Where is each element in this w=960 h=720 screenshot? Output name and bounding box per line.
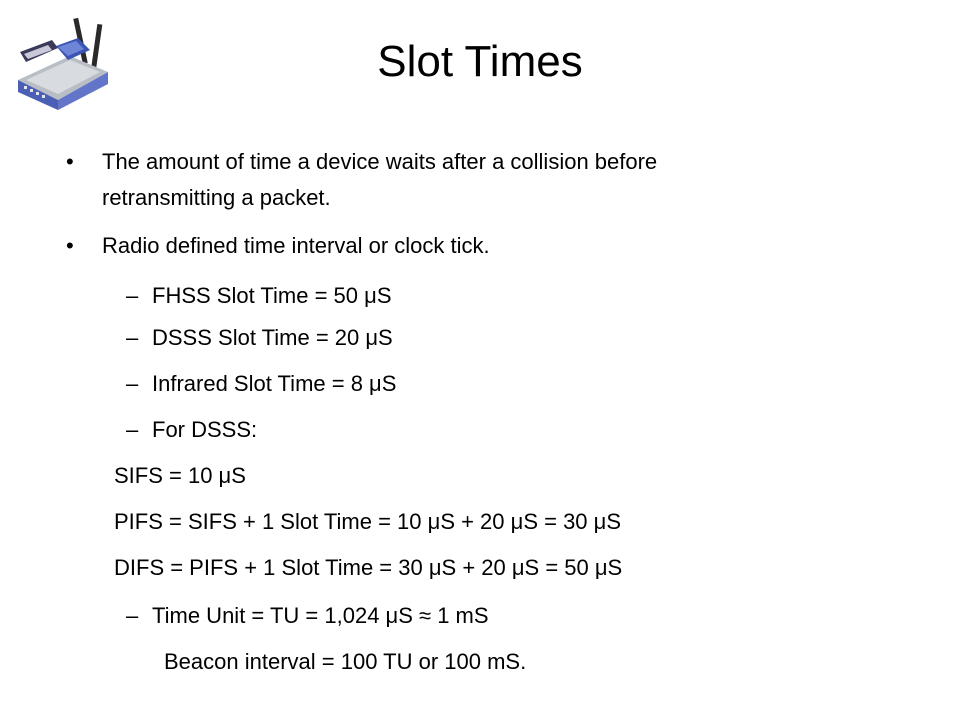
sub-item: Infrared Slot Time = 8 μS — [152, 371, 397, 396]
dsss-line: PIFS = SIFS + 1 Slot Time = 10 μS + 20 μS = 30 μS — [114, 509, 621, 534]
dash-marker: – — [126, 371, 139, 396]
beacon-line: Beacon interval = 100 TU or 100 mS. — [164, 649, 527, 674]
bullet-text: Radio defined time interval or clock tick. — [102, 233, 490, 258]
sub-item: FHSS Slot Time = 50 μS — [152, 283, 392, 308]
sub-item: DSSS Slot Time = 20 μS — [152, 325, 393, 350]
slide-title: Slot Times — [377, 37, 583, 86]
dsss-line: SIFS = 10 μS — [114, 463, 246, 488]
bullet-marker: • — [66, 233, 74, 258]
dash-marker: – — [126, 325, 139, 350]
sub-item: Time Unit = TU = 1,024 μS ≈ 1 mS — [152, 603, 489, 628]
bullet-marker: • — [66, 149, 74, 174]
sub-item: For DSSS: — [152, 417, 258, 442]
bullet-text-continued: retransmitting a packet. — [102, 185, 331, 210]
dash-marker: – — [126, 417, 139, 442]
dsss-line: DIFS = PIFS + 1 Slot Time = 30 μS + 20 μS = 50 μS — [114, 555, 623, 580]
dash-marker: – — [126, 283, 139, 308]
bullet-text: The amount of time a device waits after a collision before — [102, 149, 658, 174]
dash-marker: – — [126, 603, 139, 628]
